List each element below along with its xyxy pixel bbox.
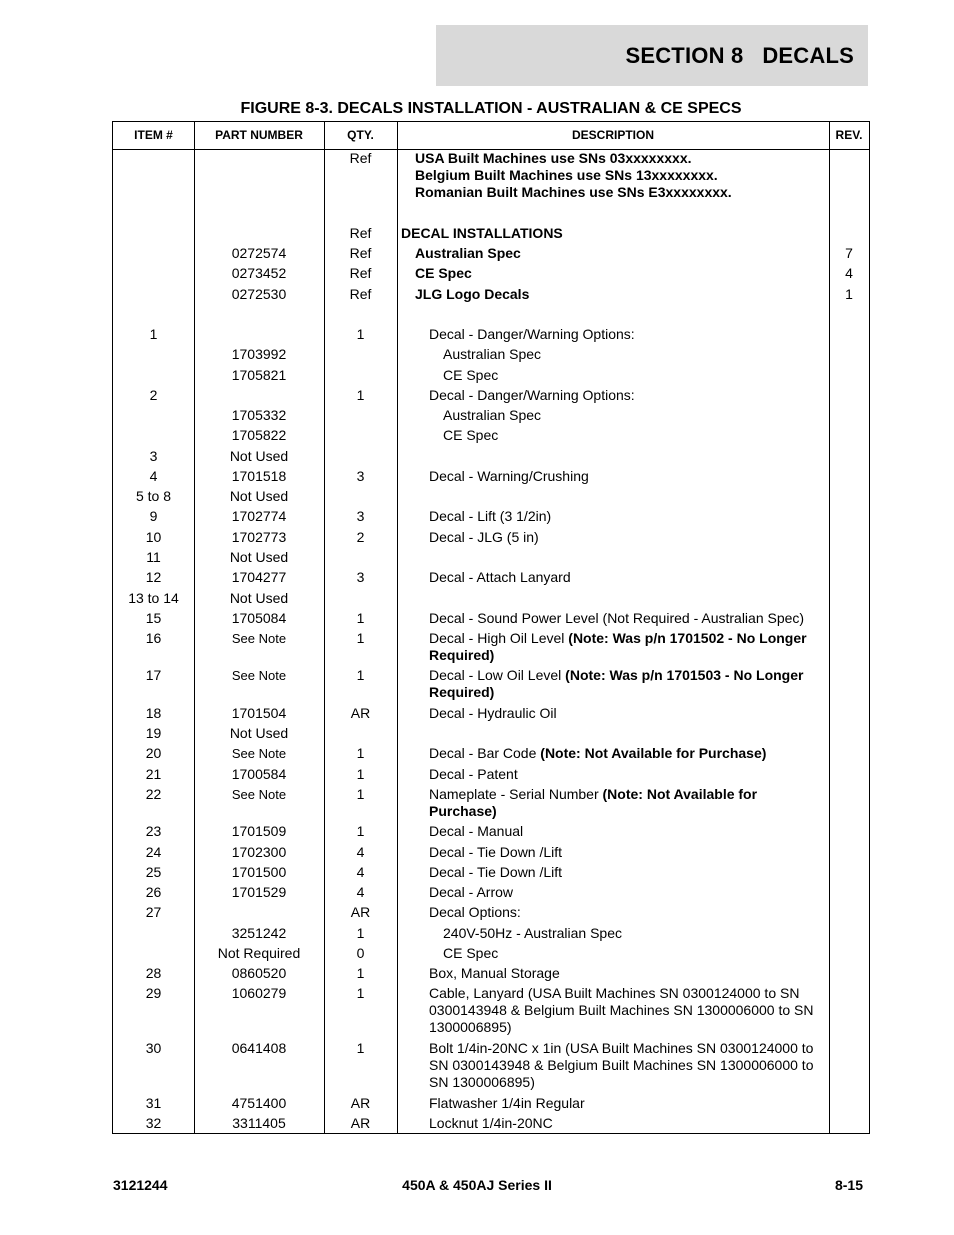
item-cell: 4 bbox=[149, 468, 158, 484]
description-text: CE Spec bbox=[443, 945, 499, 961]
qty-cell: AR bbox=[350, 1095, 371, 1111]
part-number-cell: See Note bbox=[231, 668, 287, 683]
item-cell: 15 bbox=[145, 610, 162, 626]
footer-doc-number: 3121244 bbox=[113, 1177, 168, 1193]
description-cell bbox=[401, 965, 825, 982]
description-text: Bolt 1/4in-20NC x 1in (USA Built Machines SN 0300124000 to SN 0300143948 & Belgium Built Machines SN 1300006000 to SN 1300006895) bbox=[429, 1040, 814, 1090]
description-text: Australian Spec bbox=[415, 245, 521, 261]
qty-cell: Ref bbox=[349, 265, 372, 281]
description-cell bbox=[401, 387, 825, 404]
description-cell bbox=[401, 667, 825, 701]
qty-cell: 1 bbox=[356, 745, 365, 761]
qty-cell: Ref bbox=[349, 245, 372, 261]
item-cell: 31 bbox=[145, 1095, 162, 1111]
part-number-cell: Not Used bbox=[229, 488, 289, 504]
description-cell bbox=[401, 529, 825, 546]
column-divider bbox=[397, 122, 398, 1133]
qty-cell: Ref bbox=[349, 286, 372, 302]
column-header-description: DESCRIPTION bbox=[571, 128, 654, 142]
item-cell: 11 bbox=[146, 549, 161, 565]
item-cell: 25 bbox=[145, 864, 162, 880]
qty-cell: Ref bbox=[349, 225, 372, 241]
qty-cell: 4 bbox=[356, 884, 365, 900]
part-number-cell: See Note bbox=[231, 631, 287, 646]
description-cell bbox=[401, 786, 825, 820]
description-text: USA Built Machines use SNs 03xxxxxxxx. bbox=[415, 150, 692, 166]
description-cell bbox=[401, 630, 825, 664]
item-cell: 24 bbox=[145, 844, 162, 860]
item-cell: 3 bbox=[149, 448, 158, 464]
qty-cell: 1 bbox=[356, 667, 365, 683]
description-note: (Note: Not Available for Purchase) bbox=[429, 786, 758, 819]
description-cell bbox=[401, 823, 825, 840]
description-cell bbox=[401, 468, 825, 485]
section-title: SECTION 8 DECALS bbox=[625, 43, 854, 68]
description-cell bbox=[401, 508, 825, 525]
item-cell: 22 bbox=[145, 786, 162, 802]
description-text: Decal - JLG (5 in) bbox=[429, 529, 539, 545]
qty-cell: Ref bbox=[349, 150, 372, 166]
rev-cell: 1 bbox=[845, 286, 853, 302]
description-text: Decal - Danger/Warning Options: bbox=[429, 387, 635, 403]
qty-cell: AR bbox=[350, 705, 371, 721]
description-cell bbox=[401, 367, 825, 384]
item-cell: 23 bbox=[145, 823, 162, 839]
description-text: Decal - Danger/Warning Options: bbox=[429, 326, 635, 342]
qty-cell: 1 bbox=[356, 985, 365, 1001]
description-cell bbox=[401, 884, 825, 901]
item-cell: 32 bbox=[145, 1115, 162, 1131]
item-cell: 19 bbox=[145, 725, 162, 741]
part-number-cell: 1703992 bbox=[231, 346, 287, 362]
qty-cell: 1 bbox=[356, 766, 365, 782]
description-text: 240V-50Hz - Australian Spec bbox=[443, 925, 622, 941]
description-text: CE Spec bbox=[443, 427, 499, 443]
column-header-qty: QTY. bbox=[347, 128, 374, 142]
item-cell: 20 bbox=[145, 745, 162, 761]
part-number-cell: 1705821 bbox=[231, 367, 287, 383]
description-text: Decal - Tie Down /Lift bbox=[429, 864, 563, 880]
description-text: Decal - Patent bbox=[429, 766, 518, 782]
part-number-cell: 1701509 bbox=[231, 823, 287, 839]
description-text: Decal - Tie Down /Lift bbox=[429, 844, 563, 860]
description-text: Decal - Warning/Crushing bbox=[429, 468, 589, 484]
part-number-cell: 1702773 bbox=[231, 529, 287, 545]
part-number-cell: 1060279 bbox=[231, 985, 287, 1001]
item-cell: 16 bbox=[145, 630, 162, 646]
description-text: JLG Logo Decals bbox=[415, 286, 530, 302]
description-text: Decal Options: bbox=[429, 904, 521, 920]
description-cell bbox=[401, 150, 825, 167]
part-number-cell: Not Required bbox=[217, 945, 301, 961]
description-cell bbox=[401, 985, 825, 1036]
description-cell bbox=[401, 245, 825, 262]
description-text: Australian Spec bbox=[443, 407, 542, 423]
item-cell: 30 bbox=[145, 1040, 162, 1056]
description-text: Decal - High Oil Level bbox=[429, 630, 569, 646]
part-number-cell: Not Used bbox=[229, 549, 289, 565]
description-text: Nameplate - Serial Number bbox=[429, 786, 603, 802]
item-cell: 28 bbox=[145, 965, 162, 981]
qty-cell: 1 bbox=[356, 823, 365, 839]
qty-cell: 1 bbox=[356, 786, 365, 802]
part-number-cell: 0273452 bbox=[231, 265, 287, 281]
part-number-cell: 1701529 bbox=[231, 884, 287, 900]
description-text: Decal - Hydraulic Oil bbox=[429, 705, 557, 721]
item-cell: 10 bbox=[145, 529, 162, 545]
description-note: (Note: Was p/n 1701503 - No Longer Required) bbox=[429, 667, 804, 700]
column-header-part-number: PART NUMBER bbox=[215, 128, 303, 142]
qty-cell: 1 bbox=[356, 630, 365, 646]
qty-cell: 1 bbox=[356, 387, 365, 403]
part-number-cell: 3311405 bbox=[232, 1115, 286, 1131]
description-text: Belgium Built Machines use SNs 13xxxxxxxx. bbox=[415, 167, 718, 183]
description-note: (Note: Was p/n 1701502 - No Longer Required) bbox=[429, 630, 807, 663]
description-text: Decal - Arrow bbox=[429, 884, 514, 900]
part-number-cell: 1701500 bbox=[231, 864, 287, 880]
description-text: CE Spec bbox=[443, 367, 499, 383]
description-cell bbox=[401, 904, 825, 921]
description-text: Australian Spec bbox=[443, 346, 542, 362]
rev-cell: 7 bbox=[845, 245, 853, 261]
description-cell bbox=[401, 705, 825, 722]
part-number-cell: 1704277 bbox=[231, 569, 287, 585]
qty-cell: 4 bbox=[356, 844, 365, 860]
part-number-cell: 0272530 bbox=[231, 286, 287, 302]
qty-cell: 0 bbox=[356, 945, 365, 961]
item-cell: 13 to 14 bbox=[128, 590, 179, 606]
qty-cell: 1 bbox=[356, 925, 365, 941]
qty-cell: 3 bbox=[356, 468, 365, 484]
item-cell: 29 bbox=[145, 985, 162, 1001]
description-cell bbox=[401, 569, 825, 586]
qty-cell: AR bbox=[350, 1115, 371, 1131]
description-text: CE Spec bbox=[415, 265, 472, 281]
part-number-cell: 1701504 bbox=[231, 705, 287, 721]
parts-table bbox=[112, 121, 870, 1134]
description-text: Decal - Lift (3 1/2in) bbox=[429, 508, 552, 524]
description-cell bbox=[401, 286, 825, 303]
description-cell bbox=[401, 184, 825, 201]
description-cell bbox=[401, 925, 825, 942]
qty-cell: 2 bbox=[356, 529, 365, 545]
item-cell: 26 bbox=[145, 884, 162, 900]
description-cell bbox=[401, 326, 825, 343]
description-cell bbox=[401, 427, 825, 444]
item-cell: 9 bbox=[149, 508, 158, 524]
description-text: Decal - Sound Power Level (Not Required - Australian Spec) bbox=[429, 610, 805, 626]
column-header-item: ITEM # bbox=[134, 128, 173, 142]
description-cell bbox=[401, 745, 825, 762]
description-cell bbox=[401, 167, 825, 184]
description-text: Decal - Low Oil Level bbox=[429, 667, 566, 683]
description-cell bbox=[401, 225, 825, 242]
description-text: Box, Manual Storage bbox=[429, 965, 560, 981]
description-cell bbox=[401, 265, 825, 282]
item-cell: 5 to 8 bbox=[135, 488, 172, 504]
item-cell: 18 bbox=[145, 705, 162, 721]
figure-title: FIGURE 8-3. DECALS INSTALLATION - AUSTRALIAN & CE SPECS bbox=[240, 100, 742, 117]
part-number-cell: 1705084 bbox=[231, 610, 287, 626]
description-cell bbox=[401, 766, 825, 783]
part-number-cell: 0272574 bbox=[231, 245, 287, 261]
description-cell bbox=[401, 1095, 825, 1112]
item-cell: 12 bbox=[145, 569, 162, 585]
qty-cell: 3 bbox=[356, 569, 365, 585]
description-text: Flatwasher 1/4in Regular bbox=[429, 1095, 585, 1111]
qty-cell: 1 bbox=[356, 326, 365, 342]
description-text: Decal - Manual bbox=[429, 823, 524, 839]
part-number-cell: See Note bbox=[231, 787, 287, 802]
description-cell bbox=[401, 407, 825, 424]
item-cell: 17 bbox=[145, 667, 162, 683]
part-number-cell: Not Used bbox=[229, 725, 289, 741]
column-header-rev: REV. bbox=[835, 128, 863, 142]
item-cell: 2 bbox=[149, 387, 158, 403]
part-number-cell: 1700584 bbox=[231, 766, 287, 782]
description-note: (Note: Not Available for Purchase) bbox=[540, 745, 767, 761]
qty-cell: 1 bbox=[356, 610, 365, 626]
description-text: Decal - Attach Lanyard bbox=[429, 569, 571, 585]
qty-cell: 3 bbox=[356, 508, 365, 524]
part-number-cell: 1705822 bbox=[231, 427, 287, 443]
item-cell: 21 bbox=[145, 766, 162, 782]
description-text: Romanian Built Machines use SNs E3xxxxxxxx. bbox=[415, 184, 732, 200]
description-text: Cable, Lanyard (USA Built Machines SN 0300124000 to SN 0300143948 & Belgium Built Machines SN 1300006000 to SN 1300006895) bbox=[429, 985, 814, 1035]
section-header bbox=[436, 25, 868, 86]
part-number-cell: See Note bbox=[231, 746, 287, 761]
description-cell bbox=[401, 610, 825, 627]
part-number-cell: 1701518 bbox=[231, 468, 287, 484]
description-text: Locknut 1/4in-20NC bbox=[429, 1115, 553, 1131]
part-number-cell: 3251242 bbox=[231, 925, 287, 941]
part-number-cell: 0641408 bbox=[231, 1040, 287, 1056]
part-number-cell: 0860520 bbox=[231, 965, 287, 981]
footer-page-number: 8-15 bbox=[834, 1177, 863, 1193]
part-number-cell: Not Used bbox=[229, 448, 289, 464]
description-cell bbox=[401, 945, 825, 962]
description-cell bbox=[401, 346, 825, 363]
part-number-cell: 1705332 bbox=[231, 407, 287, 423]
footer-model: 450A & 450AJ Series II bbox=[402, 1177, 552, 1193]
qty-cell: 1 bbox=[356, 1040, 365, 1056]
item-cell: 1 bbox=[149, 326, 158, 342]
description-cell bbox=[401, 1040, 825, 1091]
part-number-cell: 1702300 bbox=[231, 844, 287, 860]
qty-cell: AR bbox=[350, 904, 371, 920]
description-cell bbox=[401, 864, 825, 881]
part-number-cell: 1702774 bbox=[231, 508, 287, 524]
description-cell bbox=[401, 844, 825, 861]
part-number-cell: Not Used bbox=[229, 590, 289, 606]
qty-cell: 4 bbox=[356, 864, 365, 880]
rev-cell: 4 bbox=[845, 265, 853, 281]
description-text: Decal - Bar Code bbox=[429, 745, 541, 761]
item-cell: 27 bbox=[145, 904, 162, 920]
description-text: DECAL INSTALLATIONS bbox=[401, 225, 563, 241]
qty-cell: 1 bbox=[356, 965, 365, 981]
description-cell bbox=[401, 1115, 825, 1132]
part-number-cell: 4751400 bbox=[231, 1095, 287, 1111]
